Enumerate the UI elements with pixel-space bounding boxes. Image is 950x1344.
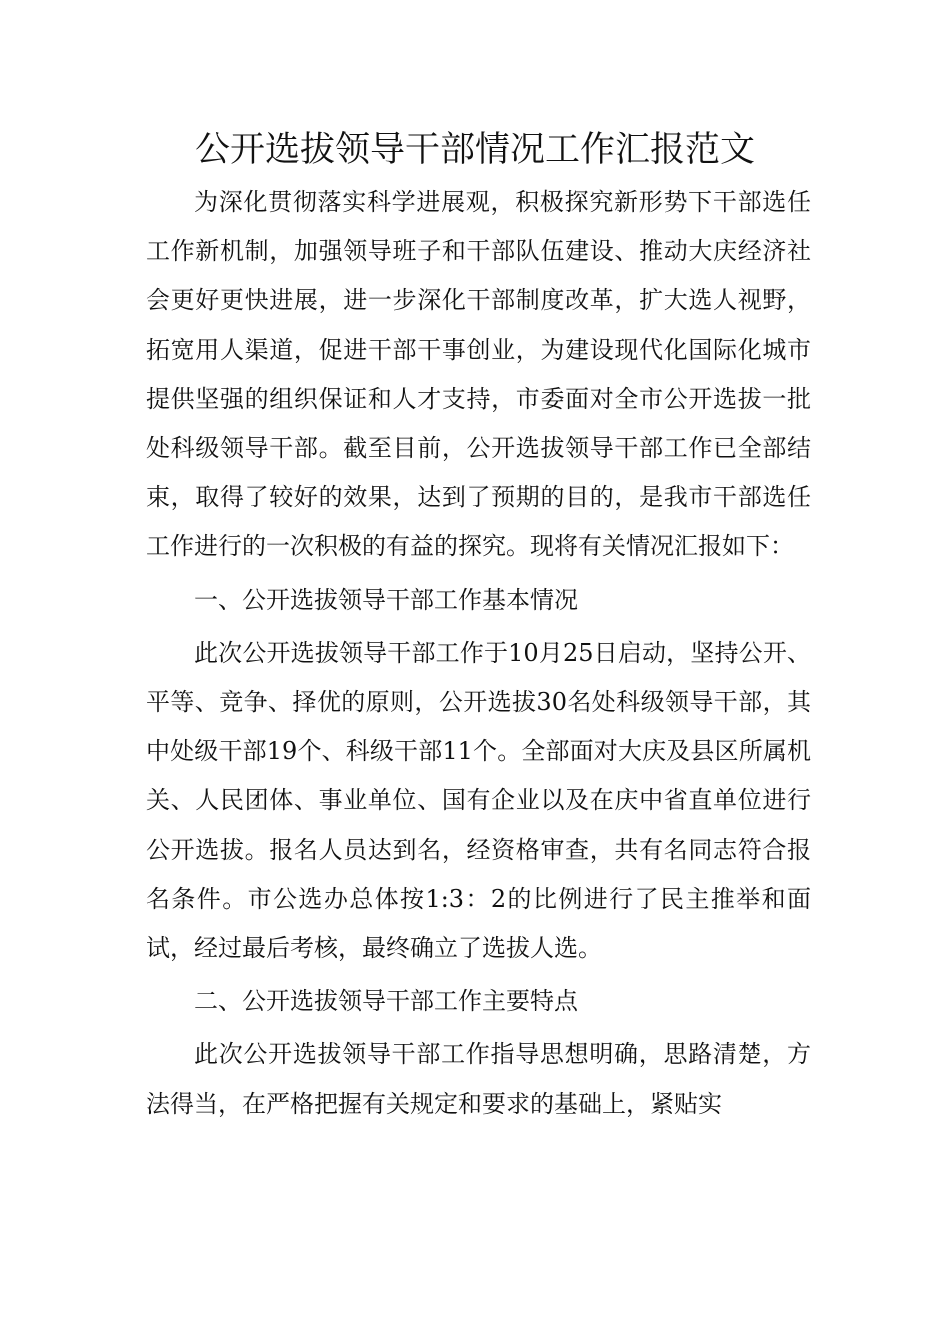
paragraph-intro: 为深化贯彻落实科学进展观，积极探究新形势下干部选任工作新机制，加强领导班子和干部队伍建设、推动大庆经济社会更好更快进展，进一步深化干部制度改革，扩大选人视野，拓宽用人渠道，促进干部干事创业，为建设现代化国际化城市提供坚强的组织保证和人才支持，市委面对全市公开选拔一批处科级领导干部。截至目前，公开选拔领导干部工作已全部结束，取得了较好的效果，达到了预期的目的，是我市干部选任工作进行的一次积极的有益的探究。现将有关情况汇报如下： (146, 188, 811, 561)
paragraph-main-features: 此次公开选拔领导干部工作指导思想明确，思路清楚，方法得当，在严格把握有关规定和要求的基础上，紧贴实 (146, 1040, 811, 1118)
section-heading-2: 二、公开选拔领导干部工作主要特点 (194, 987, 578, 1016)
document-body (146, 178, 811, 1129)
document-title: 公开选拔领导干部情况工作汇报范文 (194, 130, 755, 170)
paragraph-basic-situation: 此次公开选拔领导干部工作于10月25日启动，坚持公开、平等、竞争、择优的原则，公开选拔30名处科级领导干部，其中处级干部19个、科级干部11个。全部面对大庆及县区所属机关、人民团体、事业单位、国有企业以及在庆中省直单位进行公开选拔。报名人员达到名，经资格审查，共有名同志符合报名条件。市公选办总体按1:3：2的比例进行了民主推举和面试，经过最后考核，最终确立了选拔人选。 (146, 638, 811, 963)
section-heading-1: 一、公开选拔领导干部工作基本情况 (194, 585, 578, 614)
